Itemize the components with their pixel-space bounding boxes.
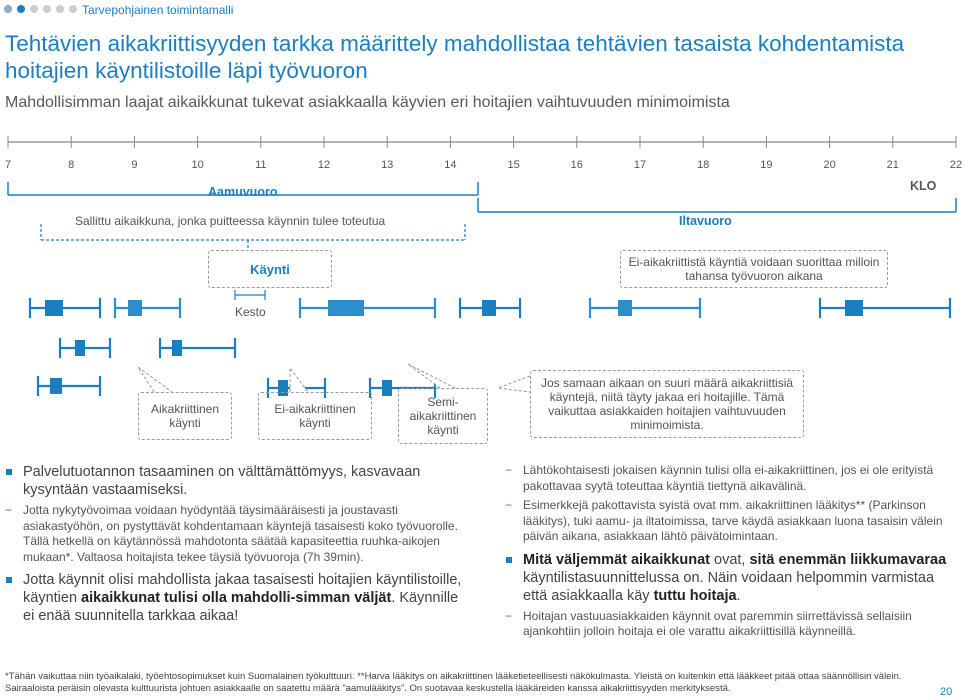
- page-number: 20: [940, 686, 953, 698]
- section-label: Tarvepohjainen toimintamalli: [82, 3, 234, 17]
- time-axis: [8, 136, 956, 148]
- axis-tick-label: 14: [444, 159, 457, 171]
- axis-tick-label: 16: [570, 159, 583, 171]
- text: . Käynnille ei enää suunnitella tarkkaa aikaa!: [23, 590, 459, 624]
- time-unit-label: KLO: [910, 179, 937, 193]
- sub-bullet-noncritical: − Lähtökohtaisesti jokaisen käynnin tulisi olla ei-aikakriittinen, jos ei ole erityistä pakottavaa syytä toteuttaa käyntiä tiettynä aikavälinä.: [505, 463, 955, 494]
- axis-tick-label: 10: [191, 159, 204, 171]
- visit-glyph: [30, 298, 100, 318]
- left-column: [5, 463, 467, 625]
- visit-glyph: [820, 298, 950, 318]
- visit-glyph: [160, 338, 235, 358]
- bullet-time-windows: [5, 571, 467, 625]
- axis-tick-label: 8: [68, 159, 75, 171]
- sub-bullet-capacity: − Jotta nykytyövoimaa voidaan hyödyntää täysimääräisesti ja joustavasti asiakastyöhön, on pystyttävät kohdentamaan käyntejä tasaisesti koko työvuorolle. Tällä hetkellä on käytännössä mahdotonta säätää kapasiteettia ruuhka-aikojen mukaan*. Valtaosa hoitajista tekee täysiä työvuoroja (7h 39min).: [5, 503, 467, 565]
- bullet-capacity: Palvelutuotannon tasaaminen on välttämättömyys, kasvavaan kysyntään vastaamiseksi.: [5, 463, 467, 499]
- bullet-flexibility: [505, 551, 955, 605]
- emphasis: aikaikkunat tulisi olla mahdolli-simman väljät: [81, 590, 392, 606]
- visit-glyph: [38, 376, 100, 396]
- emphasis: tuttu hoitaja: [653, 587, 737, 604]
- morning-shift-label: Aamuvuoro: [208, 185, 278, 199]
- visit-glyph: [460, 298, 520, 318]
- visit-box: Käynti: [208, 250, 332, 288]
- axis-tick-label: 7: [4, 159, 12, 171]
- visit-glyph: [590, 298, 700, 318]
- text: ovat,: [709, 551, 750, 568]
- right-column: [505, 463, 955, 640]
- progress-dot: [4, 5, 12, 13]
- evening-shift-label: Iltavuoro: [679, 214, 732, 228]
- visit-glyphs: [30, 298, 950, 398]
- emphasis: sitä enemmän liikkumavaraa: [749, 551, 947, 568]
- page-title: Tehtävien aikakriittisyyden tarkka määrittely mahdollistaa tehtävien tasaista kohdentamista hoitajien käyntilistoille läpi työvuoron: [5, 31, 905, 83]
- evening-shift-bracket: [478, 198, 956, 212]
- time-window-note: Sallittu aikaikkuna, jonka puitteessa käynnin tulee toteutua: [75, 214, 386, 228]
- critical-visit-callout: Aikakriittinen käynti: [138, 392, 232, 440]
- axis-tick-label: 21: [886, 159, 899, 171]
- semicritical-visit-callout: Semi-aikakriittinen käynti: [398, 388, 488, 444]
- axis-tick-label: 12: [317, 159, 331, 171]
- axis-tick-label: 11: [255, 159, 267, 171]
- axis-tick-label: 15: [507, 159, 520, 171]
- text: Jotta käynnit olisi mahdollista jakaa tasaisesti hoitajien käyntilistoille, käyntien: [23, 572, 462, 606]
- text: .: [736, 587, 741, 604]
- axis-tick-label: 20: [823, 159, 836, 171]
- axis-tick-label: 17: [633, 159, 647, 171]
- sub-bullet-responsibility: − Hoitajan vastuuasiakkaiden käynnit ovat paremmin siirrettävissä sellaisiin ajankohtiin jolloin hoitaja ei ole varattu aikakriittisillä käynneillä.: [505, 609, 955, 640]
- visit-glyph: [60, 338, 110, 358]
- duration-marker: [235, 290, 265, 300]
- info-callout: Jos samaan aikaan on suuri määrä aikakriittisiä käyntejä, niitä täyty jakaa eri hoitajille. Tämä vaikuttaa asiakkaiden hoitajien vaihtuvuuden minimoimista.: [530, 370, 804, 438]
- progress-dot: [56, 5, 64, 13]
- progress-dot-active: [17, 5, 25, 13]
- axis-tick-label: 19: [760, 159, 773, 171]
- axis-tick-label: 9: [131, 159, 138, 171]
- axis-tick-label: 13: [381, 159, 394, 171]
- progress-dot: [69, 5, 77, 13]
- duration-label: Kesto: [235, 305, 266, 319]
- visit-glyph: [300, 298, 435, 318]
- progress-dot: [30, 5, 38, 13]
- emphasis: Mitä väljemmät aikaikkunat: [523, 551, 710, 568]
- progress-dot: [43, 5, 51, 13]
- noncritical-visit-callout: Ei-aikakriittinen käynti: [258, 392, 372, 440]
- text: käyntilistasuunnittelussa on. Näin voidaan helpommin varmistaa että asiakkaalla käy: [523, 569, 935, 604]
- page-subtitle: Mahdollisimman laajat aikaikkunat tukevat asiakkaalla käyvien eri hoitajien vaihtuvuuden minimoimista: [5, 94, 730, 111]
- visit-glyph: [115, 298, 180, 318]
- noncritical-note-box: Ei-aikakriittistä käyntiä voidaan suorittaa milloin tahansa työvuoron aikana: [620, 250, 888, 288]
- sub-bullet-examples: − Esimerkkejä pakottavista syistä ovat mm. aikakriittinen lääkitys** (Parkinson lääkitys), tuki aamu- ja iltatoimissa, tarve käydä asiakkaan luona tasaisin välein päivän aikana, asiakkaan lähtö päivätoimintaan.: [505, 498, 955, 545]
- footnote: *Tähän vaikuttaa niin työaikalaki, työehtosopimukset kuin Suomalainen työkulttuuri. **Harva lääkitys on aikakriittinen lääketieteellisesti näkökulmasta. Yleistä on kuitenkin että lääkkeet pitää ottaa säännöllisin välein. Sairaaloista peräisin olevasta kulttuurista johtuen asiakkaalle on saatettu määrä ”aamulääkitys”. On suotavaa keskustella lääkäreiden kanssa aikakriittisyyden merkityksestä.: [5, 671, 902, 694]
- axis-tick-label: 22: [949, 159, 963, 171]
- axis-tick-label: 18: [697, 159, 710, 171]
